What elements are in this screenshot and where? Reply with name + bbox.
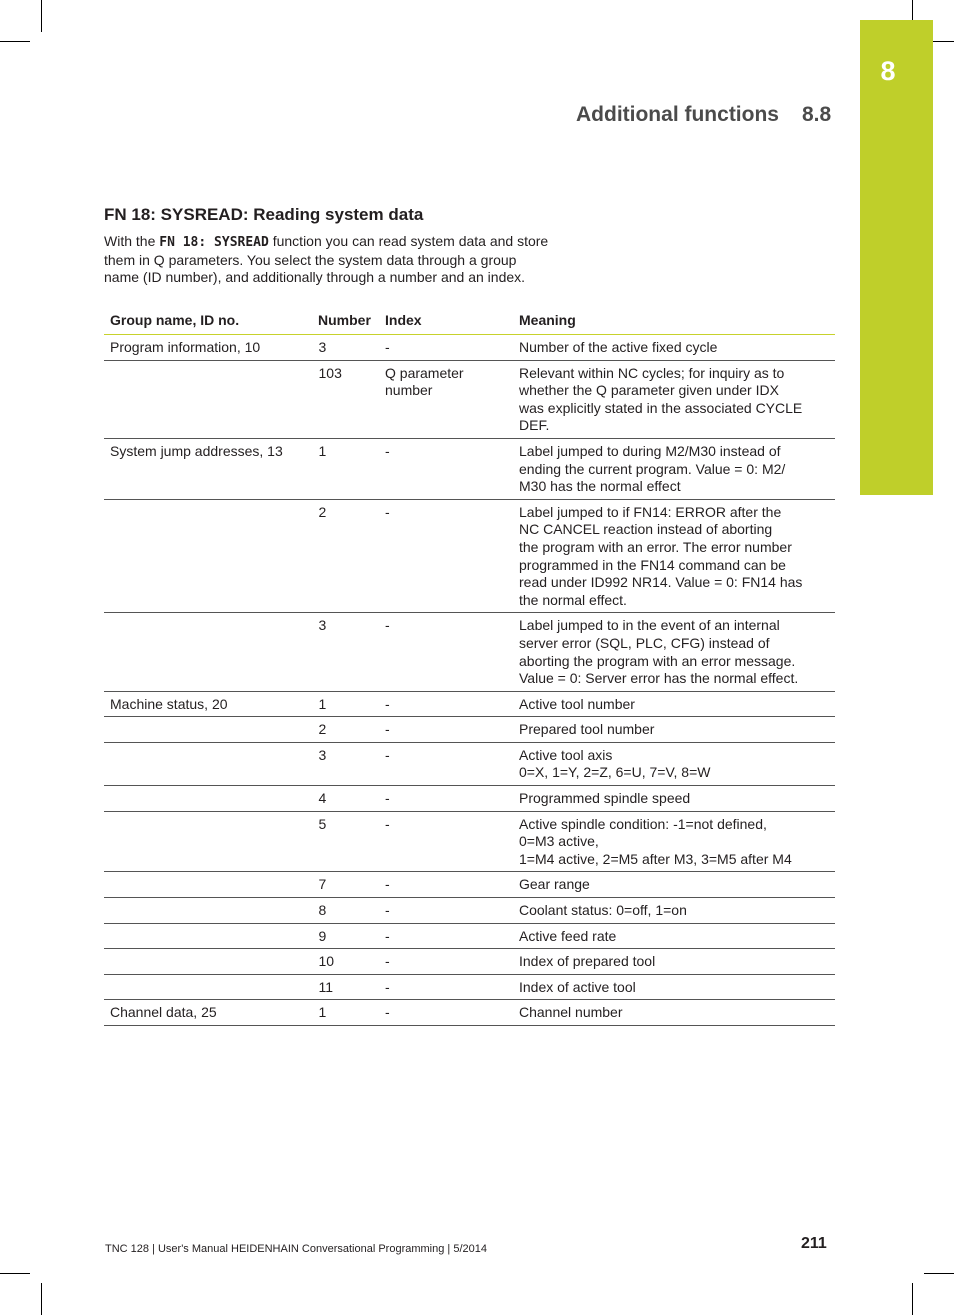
section-heading: FN 18: SYSREAD: Reading system data (104, 205, 424, 224)
footer-text: TNC 128 | User's Manual HEIDENHAIN Conversational Programming | 5/2014 (105, 1243, 487, 1255)
cell-group (104, 949, 312, 975)
cell-index: - (379, 613, 513, 691)
cell-number: 3 (312, 335, 379, 361)
cell-meaning: Label jumped to in the event of an internal server error (SQL, PLC, CFG) instead of aborting the program with an error message. Value = 0: Server error has the normal effect. (513, 613, 835, 691)
cell-group: System jump addresses, 13 (104, 438, 312, 499)
intro-paragraph (104, 233, 549, 287)
cell-meaning: Label jumped to if FN14: ERROR after the NC CANCEL reaction instead of aborting the program with an error. The error number programmed in the FN14 command can be read under ID992 NR14. Value = 0: FN14 has the normal effect. (513, 499, 835, 613)
cell-meaning: Index of active tool (513, 974, 835, 1000)
table-row (104, 360, 835, 438)
cell-group: Machine status, 20 (104, 691, 312, 717)
col-header-group: Group name, ID no. (104, 309, 312, 335)
cell-group (104, 923, 312, 949)
table-row (104, 872, 835, 898)
col-header-index: Index (379, 309, 513, 335)
cell-meaning: Index of prepared tool (513, 949, 835, 975)
cell-index: - (379, 1000, 513, 1026)
cell-group (104, 811, 312, 872)
crop-mark (912, 0, 913, 20)
table-row (104, 742, 835, 785)
table-row (104, 898, 835, 924)
cell-index: - (379, 742, 513, 785)
intro-text-after: function you can read system data and store them in Q parameters. You select the system data through a group name (ID number), and additionally through a number and an index. (104, 233, 549, 286)
cell-meaning: Relevant within NC cycles; for inquiry as to whether the Q parameter given under IDX was explicitly stated in the associated CYCLE DEF. (513, 360, 835, 438)
crop-mark (41, 0, 42, 32)
table-row (104, 438, 835, 499)
table-row (104, 949, 835, 975)
cell-group (104, 898, 312, 924)
cell-index: - (379, 949, 513, 975)
cell-number: 7 (312, 872, 379, 898)
cell-number: 11 (312, 974, 379, 1000)
cell-number: 2 (312, 717, 379, 743)
crop-mark (0, 1273, 30, 1274)
table-row (104, 691, 835, 717)
page-number: 211 (801, 1235, 827, 1252)
cell-meaning: Active tool number (513, 691, 835, 717)
cell-meaning: Number of the active fixed cycle (513, 335, 835, 361)
cell-number: 4 (312, 786, 379, 812)
cell-meaning: Channel number (513, 1000, 835, 1026)
cell-index: - (379, 811, 513, 872)
cell-index: Q parameter number (379, 360, 513, 438)
cell-index: - (379, 923, 513, 949)
crop-mark (0, 41, 30, 42)
table-row (104, 613, 835, 691)
cell-group (104, 872, 312, 898)
cell-group (104, 360, 312, 438)
cell-number: 103 (312, 360, 379, 438)
table-row (104, 335, 835, 361)
cell-meaning: Active spindle condition: -1=not defined, 0=M3 active, 1=M4 active, 2=M5 after M3, 3=M5 after M4 (513, 811, 835, 872)
cell-number: 3 (312, 742, 379, 785)
intro-function-code: FN 18: SYSREAD (159, 235, 269, 250)
cell-index: - (379, 786, 513, 812)
running-header-title: Additional functions (576, 103, 779, 126)
cell-number: 1 (312, 691, 379, 717)
table-row (104, 1000, 835, 1026)
cell-index: - (379, 691, 513, 717)
table-header-row (104, 309, 835, 335)
crop-mark (912, 1283, 913, 1315)
chapter-number: 8 (880, 56, 896, 86)
cell-index: - (379, 974, 513, 1000)
cell-number: 10 (312, 949, 379, 975)
cell-group (104, 613, 312, 691)
crop-mark (41, 1283, 42, 1315)
cell-index: - (379, 717, 513, 743)
cell-number: 9 (312, 923, 379, 949)
intro-text-before: With the (104, 233, 160, 249)
cell-group (104, 717, 312, 743)
running-header-section: 8.8 (802, 103, 832, 126)
cell-index: - (379, 438, 513, 499)
cell-meaning: Prepared tool number (513, 717, 835, 743)
cell-meaning: Label jumped to during M2/M30 instead of ending the current program. Value = 0: M2/ M30 has the normal effect (513, 438, 835, 499)
cell-index: - (379, 335, 513, 361)
cell-number: 8 (312, 898, 379, 924)
col-header-meaning: Meaning (513, 309, 835, 335)
cell-group (104, 786, 312, 812)
chapter-tab (860, 20, 933, 495)
cell-number: 5 (312, 811, 379, 872)
table-row (104, 811, 835, 872)
cell-meaning: Programmed spindle speed (513, 786, 835, 812)
table-row (104, 717, 835, 743)
table-row (104, 499, 835, 613)
cell-meaning: Active feed rate (513, 923, 835, 949)
cell-group (104, 499, 312, 613)
table-row (104, 923, 835, 949)
cell-index: - (379, 898, 513, 924)
crop-mark (924, 1273, 954, 1274)
cell-group (104, 974, 312, 1000)
system-data-table (104, 309, 835, 1026)
cell-meaning: Coolant status: 0=off, 1=on (513, 898, 835, 924)
cell-number: 1 (312, 1000, 379, 1026)
cell-number: 1 (312, 438, 379, 499)
cell-group: Channel data, 25 (104, 1000, 312, 1026)
table-row (104, 786, 835, 812)
cell-number: 3 (312, 613, 379, 691)
cell-index: - (379, 499, 513, 613)
cell-group: Program information, 10 (104, 335, 312, 361)
cell-index: - (379, 872, 513, 898)
table-row (104, 974, 835, 1000)
cell-meaning: Gear range (513, 872, 835, 898)
cell-number: 2 (312, 499, 379, 613)
cell-meaning: Active tool axis 0=X, 1=Y, 2=Z, 6=U, 7=V, 8=W (513, 742, 835, 785)
cell-group (104, 742, 312, 785)
col-header-number: Number (312, 309, 379, 335)
